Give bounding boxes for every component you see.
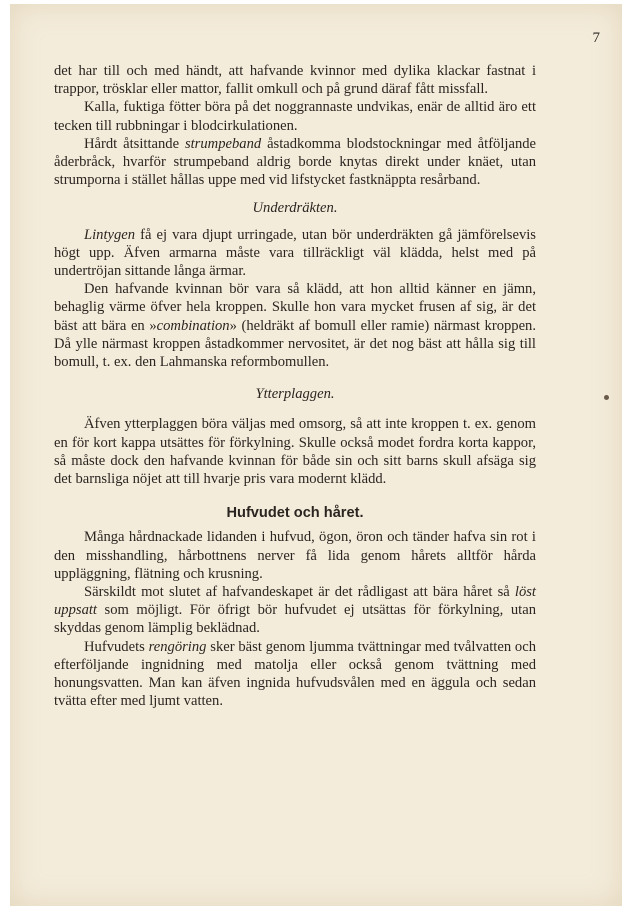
paragraph-garters: Hårdt åtsittande strumpeband åstadkomma blodstockningar med åtföljande åderbråck, hvarför strumpeband aldrig borde knytas direkt under knäet, utan strumporna i stället hållas uppe med vid lifstycket fastknäppta resårband. [54,135,537,189]
book-page [10,4,622,906]
emphasis-combination: combination [156,317,230,334]
section-heading-hufvudet: Hufvudet och håret. [226,505,364,522]
emphasis-rengoring: rengöring [148,638,207,655]
page-text [54,62,536,711]
margin-ink-dot [604,395,609,400]
page-number: 7 [592,30,600,46]
paragraph-cleaning: Hufvudets rengöring sker bäst genom ljumma tvättningar med tvålvatten och efterföljande ingnidning med matolja eller också genom tvättning med honungsvatten. Man kan äfven ingnida hufvudsvålen med en äggula och sedan tvätta efter med ljumt vatten. [54,638,536,710]
emphasis-strumpeband: strumpeband [184,135,262,152]
paragraph-continuation: det har till och med händt, att hafvande kvinnor med dylika klackar fastnat i trappor, trösklar eller mattor, fallit omkull och på grund däraf fått missfall. [54,63,536,98]
emphasis-lost-uppsatt: löst uppsatt [54,584,536,619]
section-heading-underdrakten: Underdräkten. [252,200,338,217]
section-heading-ytterplaggen: Ytterplaggen. [255,386,335,403]
paragraph-warmth: Den hafvande kvinnan bör vara så klädd, att hon alltid känner en jämn, behaglig värme öfver hela kroppen. Skulle hon vara mycket frusen af sig, är det bäst att bära en »combination» (heldräkt af bomull eller ramie) närmast kroppen. Då ylle närmast kroppen åstadkommer nervositet, är det nog bäst att hålla sig till bomull, t. ex. den Lahmanska reformbomullen. [54,281,537,371]
paragraph-hair-loose: Särskildt mot slutet af hafvandeskapet är det rådligast att bära håret så löst uppsatt som möjligt. För öfrigt bör hufvudet ej utsättas för förkylning, utan skyddas genom lämplig beklädnad. [54,584,536,637]
paragraph-outerwear: Äfven ytterplaggen böra väljas med omsorg, så att inte kroppen t. ex. genom en för kort kappa utsättes för förkylning. Skulle också modet fordra korta kappor, så måste dock den hafvande kvinnan för både sin och sitt barns skull afsäga sig det barnsliga nöjet att till hvarje pris vara modernt klädd. [54,416,536,488]
paragraph-lintygen: Lintygen få ej vara djupt urringade, utan bör underdräkten gå jämförelsevis högt upp. Äfven armarna måste vara tillräckligt väl klädda, helst med på undertröjan sittande långa ärmar. [54,226,536,280]
emphasis-lintygen: Lintygen [84,226,136,243]
paragraph-cold-feet: Kalla, fuktiga fötter böra på det noggrannaste undvikas, enär de alltid äro ett tecken till rubbningar i blodcirkulationen. [54,99,536,134]
paragraph-head-ailments: Många hårdnackade lidanden i hufvud, ögon, öron och tänder hafva sin rot i den misshandling, hårbottnens nerver få lida genom hårets alltför hårda uppläggning, flätning och krusning. [54,529,536,582]
